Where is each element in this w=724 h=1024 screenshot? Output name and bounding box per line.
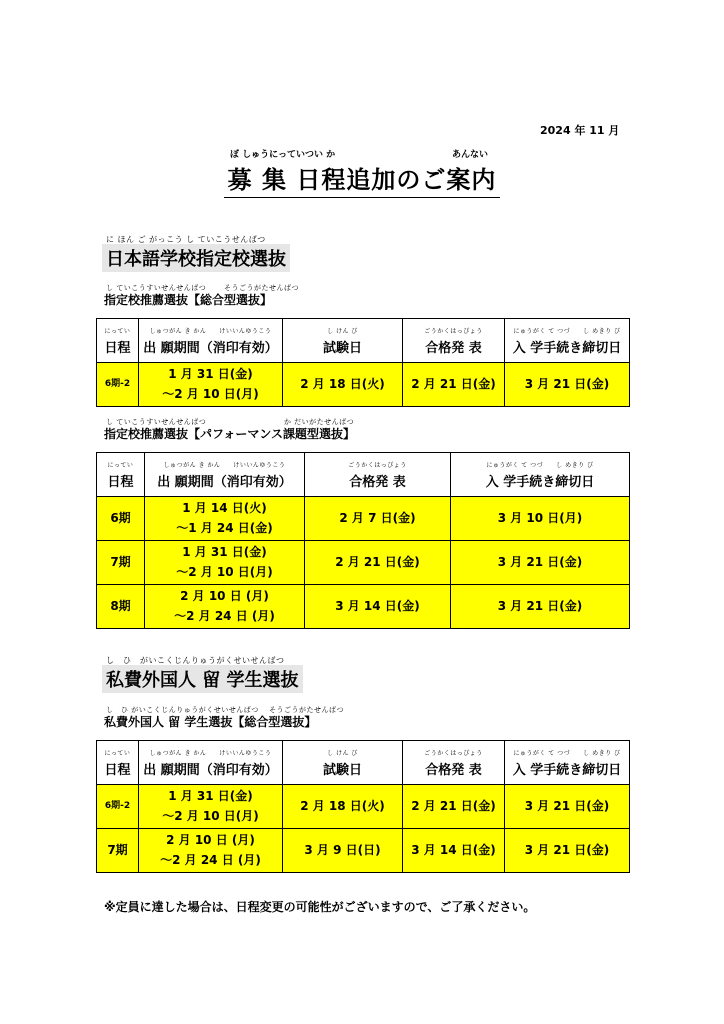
deadline-cell: 3 月 10 日(月) [451, 497, 630, 541]
table-a-header-period: しゅつがん き かん けいいんゆうこう 出 願期間（消印有効） [139, 319, 283, 363]
term-cell: 8期 [97, 585, 145, 629]
table-c-header-row [97, 741, 630, 785]
table-row [97, 363, 630, 407]
table-b-title: 指定校推薦選抜【パフォーマンス課題型選抜】 [104, 427, 356, 441]
table-b-ruby: し ていこうすいせんせんばつ か だいがたせんばつ [106, 418, 355, 426]
table-b-header-term: にってい 日程 [97, 453, 145, 497]
term-cell: 6期-2 [97, 785, 139, 829]
table-c-header-term: にってい 日程 [97, 741, 139, 785]
term-cell: 7期 [97, 829, 139, 873]
deadline-cell: 3 月 21 日(金) [505, 363, 630, 407]
page-title-text: 募 集 日程追加のご案内 [224, 160, 501, 198]
section2-heading: 私費外国人 留 学生選抜 [102, 665, 303, 693]
table-b-header-period: しゅつがん き かん けいいんゆうこう 出 願期間（消印有効） [145, 453, 305, 497]
table-row [97, 497, 630, 541]
table-row [97, 541, 630, 585]
table-b-header-row [97, 453, 630, 497]
result-cell: 3 月 14 日(金) [403, 829, 505, 873]
section1-ruby: に ほん ご がっこう し ていこうせんばつ [106, 235, 266, 244]
exam-cell: 3 月 9 日(日) [283, 829, 403, 873]
table-b-header-deadline: にゅうがく て つづ し めきり び 入 学手続き締切日 [451, 453, 630, 497]
table-a-header-exam: し けん び 試験日 [283, 319, 403, 363]
table-a-ruby: し ていこうすいせんせんばつ そうごうがたせんばつ [106, 284, 299, 292]
deadline-cell: 3 月 21 日(金) [505, 785, 630, 829]
footnote: ※定員に達した場合は、日程変更の可能性がございますので、ご了承ください。 [104, 900, 536, 914]
table-row [97, 785, 630, 829]
title-ruby-right: あんない [452, 150, 489, 160]
table-a-header-deadline: にゅうがく て つづ し めきり び 入 学手続き締切日 [505, 319, 630, 363]
table-a [96, 318, 630, 407]
period-cell: 2 月 10 日 (月) ～2 月 24 日 (月) [145, 585, 305, 629]
period-cell: 1 月 14 日(火) ～1 月 24 日(金) [145, 497, 305, 541]
term-cell: 7期 [97, 541, 145, 585]
deadline-cell: 3 月 21 日(金) [451, 585, 630, 629]
table-c [96, 740, 630, 873]
table-a-header-term: にってい 日程 [97, 319, 139, 363]
page-title [0, 160, 724, 198]
table-c-ruby: し ひ がいこくじんりゅうがくせいせんばつ そうごうがたせんばつ [106, 706, 344, 714]
table-c-header-result: ごうかくはっぴょう 合格発 表 [403, 741, 505, 785]
table-c-header-deadline: にゅうがく て つづ し めきり び 入 学手続き締切日 [505, 741, 630, 785]
table-b [96, 452, 630, 629]
table-c-header-period: しゅつがん き かん けいいんゆうこう 出 願期間（消印有効） [139, 741, 283, 785]
document-date: 2024 年 11 月 [540, 124, 620, 137]
period-cell: 2 月 10 日 (月) ～2 月 24 日 (月) [139, 829, 283, 873]
result-cell: 2 月 21 日(金) [403, 363, 505, 407]
table-row [97, 585, 630, 629]
table-c-title: 私費外国人 留 学生選抜【総合型選抜】 [104, 715, 317, 729]
exam-cell: 2 月 18 日(火) [283, 785, 403, 829]
result-cell: 2 月 21 日(金) [305, 541, 451, 585]
result-cell: 2 月 21 日(金) [403, 785, 505, 829]
term-cell: 6期-2 [97, 363, 139, 407]
table-row [97, 829, 630, 873]
table-c-header-exam: し けん び 試験日 [283, 741, 403, 785]
period-cell: 1 月 31 日(金) ～2 月 10 日(月) [139, 785, 283, 829]
table-b-header-result: ごうかくはっぴょう 合格発 表 [305, 453, 451, 497]
period-cell: 1 月 31 日(金) ～2 月 10 日(月) [145, 541, 305, 585]
table-a-header-result: ごうかくはっぴょう 合格発 表 [403, 319, 505, 363]
title-ruby-left: ぼ しゅうにっていつい か [230, 150, 336, 160]
table-a-header-row [97, 319, 630, 363]
period-cell: 1 月 31 日(金) ～2 月 10 日(月) [139, 363, 283, 407]
table-a-title: 指定校推薦選抜【総合型選抜】 [104, 293, 273, 307]
deadline-cell: 3 月 21 日(金) [451, 541, 630, 585]
deadline-cell: 3 月 21 日(金) [505, 829, 630, 873]
exam-cell: 2 月 18 日(火) [283, 363, 403, 407]
section2-ruby: し ひ がいこくじんりゅうがくせいせんばつ [106, 656, 285, 665]
term-cell: 6期 [97, 497, 145, 541]
result-cell: 2 月 7 日(金) [305, 497, 451, 541]
result-cell: 3 月 14 日(金) [305, 585, 451, 629]
section1-heading: 日本語学校指定校選抜 [102, 244, 290, 272]
